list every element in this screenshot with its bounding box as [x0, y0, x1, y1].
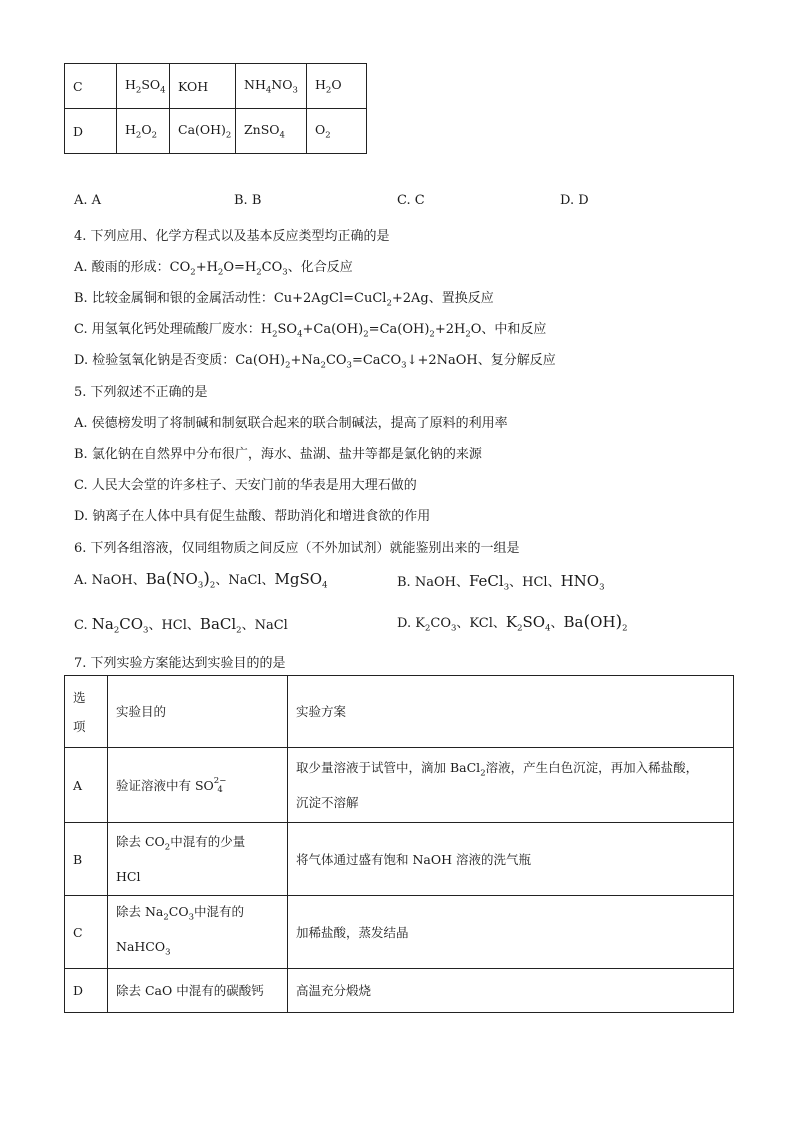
- q4-option-d[interactable]: D. 检验氢氧化钠是否变质：$Ca(OH)_2+Na_2CO_3=CaCO_3↓+2NaOH$、复分解反应: [74, 353, 556, 371]
- q3-option-table: [64, 63, 367, 154]
- cell-oxide: $H_2O$: [307, 64, 367, 109]
- cell-acid: $H_2O_2$: [117, 109, 170, 154]
- table-row: [65, 969, 734, 1013]
- q4-option-b[interactable]: B. 比较金属铜和银的金属活动性：Cu+2AgCl=CuCl$_2$+2Ag、置换反应: [74, 291, 494, 309]
- cell-base: KOH: [170, 64, 236, 109]
- cell-oxide: $O_2$: [307, 109, 367, 154]
- cell-acid: $H_2SO_4$: [117, 64, 170, 109]
- header-option: 选 项: [65, 676, 108, 748]
- q5-option-c[interactable]: C. 人民大会堂的许多柱子、天安门前的华表是用大理石做的: [74, 478, 417, 493]
- q6-option-a[interactable]: A. NaOH、$Ba(NO_3)_2$、NaCl、MgSO$_4$: [74, 569, 328, 591]
- row-plan: 将气体通过盛有饱和 NaOH 溶液的洗气瓶: [288, 823, 734, 896]
- row-goal: 除去 $CO_2$中混有的少量 HCl: [108, 823, 288, 896]
- q3-option-b[interactable]: B. B: [234, 193, 262, 208]
- row-plan: 取少量溶液于试管中，滴加 BaCl$_2$溶液，产生白色沉淀，再加入稀盐酸， 沉淀不溶解: [288, 748, 734, 823]
- table-row: [65, 896, 734, 969]
- row-label: D: [65, 969, 108, 1013]
- q3-option-a[interactable]: A. A: [74, 193, 102, 208]
- q5-option-a[interactable]: A. 侯德榜发明了将制碱和制氨联合起来的联合制碱法，提高了原料的利用率: [74, 416, 508, 431]
- q4-option-c[interactable]: C. 用氢氧化钙处理硫酸厂废水：$H_2SO_4+Ca(OH)_2=Ca(OH)_2+2H_2O$、中和反应: [74, 322, 547, 340]
- q5-option-b[interactable]: B. 氯化钠在自然界中分布很广，海水、盐湖、盐井等都是氯化钠的来源: [74, 447, 482, 462]
- q6-option-d[interactable]: D. $K_2CO_3$、KCl、$K_2SO_4$、$Ba(OH)_2$: [397, 612, 628, 634]
- table-row: [65, 823, 734, 896]
- q5-option-d[interactable]: D. 钠离子在人体中具有促生盐酸、帮助消化和增进食欲的作用: [74, 509, 431, 524]
- q4-stem: 4. 下列应用、化学方程式以及基本反应类型均正确的是: [74, 229, 390, 244]
- q3-option-d[interactable]: D. D: [560, 193, 589, 208]
- q6-stem: 6. 下列各组溶液，仅同组物质之间反应（不外加试剂）就能鉴别出来的一组是: [74, 541, 520, 556]
- row-goal: 除去 $Na_2CO_3$中混有的 NaHCO$_3$: [108, 896, 288, 969]
- table-header-row: [65, 676, 734, 748]
- header-plan: 实验方案: [288, 676, 734, 748]
- table-row: [65, 748, 734, 823]
- q5-stem: 5. 下列叙述不正确的是: [74, 385, 208, 400]
- q6-option-b[interactable]: B. NaOH、FeCl$_3$、HCl、$HNO_3$: [397, 572, 605, 593]
- row-plan: 加稀盐酸，蒸发结晶: [288, 896, 734, 969]
- table-row: [65, 109, 367, 154]
- header-goal: 实验目的: [108, 676, 288, 748]
- row-label: B: [65, 823, 108, 896]
- q4-option-a[interactable]: A. 酸雨的形成：$CO_2+H_2O=H_2CO_3$、化合反应: [74, 260, 353, 278]
- row-label: A: [65, 748, 108, 823]
- row-label: C: [65, 896, 108, 969]
- q6-option-c[interactable]: C. $Na_2CO_3$、HCl、BaCl$_2$、NaCl: [74, 615, 288, 636]
- cell-salt: $NH_4NO_3$: [236, 64, 307, 109]
- table-row: [65, 64, 367, 109]
- q7-experiment-table: [64, 675, 734, 1013]
- cell-salt: ZnSO$_4$: [236, 109, 307, 154]
- row-label: D: [65, 109, 117, 154]
- row-plan: 高温充分煅烧: [288, 969, 734, 1013]
- cell-base: $Ca(OH)_2$: [170, 109, 236, 154]
- row-goal: 除去 CaO 中混有的碳酸钙: [108, 969, 288, 1013]
- row-goal: 验证溶液中有 SO2− 4: [108, 748, 288, 823]
- q7-stem: 7. 下列实验方案能达到实验目的的是: [74, 656, 286, 671]
- row-label: C: [65, 64, 117, 109]
- q3-option-c[interactable]: C. C: [397, 193, 425, 208]
